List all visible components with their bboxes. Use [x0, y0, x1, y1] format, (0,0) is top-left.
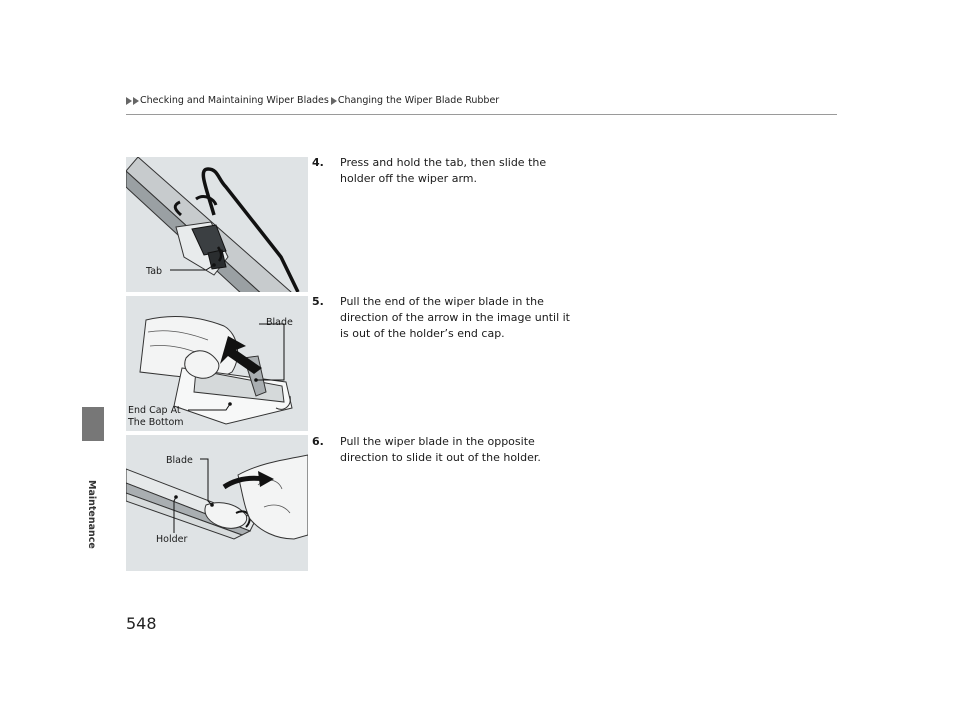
blade-label: Blade: [266, 317, 293, 328]
step-text: Pull the end of the wiper blade in the direction of the arrow in the image until it is out of the holder’s end cap.: [340, 295, 570, 340]
holder-label: Holder: [156, 534, 188, 545]
step-5: [312, 294, 576, 342]
wiper-blade-holder-illustration: [126, 435, 308, 571]
endcap-label-line2: The Bottom: [128, 417, 184, 428]
breadcrumb-arrow-icon: [133, 97, 139, 105]
step-number: 5.: [312, 295, 324, 308]
tab-label: Tab: [146, 266, 163, 277]
step-6: [312, 434, 576, 466]
step-4: [312, 155, 576, 187]
blade-label-fig3: Blade: [166, 455, 193, 466]
breadcrumb-arrow-icon: [331, 97, 337, 105]
wiper-tab-illustration: [126, 157, 308, 292]
page-number: 548: [126, 614, 157, 633]
wiper-blade-endcap-illustration: [126, 296, 308, 431]
header-rule: [126, 114, 837, 115]
section-side-label: Maintenance: [86, 480, 97, 549]
figure-blade-holder: [126, 435, 308, 571]
step-number: 4.: [312, 156, 324, 169]
breadcrumb-item[interactable]: Changing the Wiper Blade Rubber: [337, 95, 500, 106]
step-text: Pull the wiper blade in the opposite direction to slide it out of the holder.: [340, 435, 541, 464]
endcap-label-line1: End Cap At: [128, 405, 181, 416]
figure-blade-endcap: [126, 296, 308, 431]
step-number: 6.: [312, 435, 324, 448]
breadcrumb-arrow-icon: [126, 97, 132, 105]
step-text: Press and hold the tab, then slide the holder off the wiper arm.: [340, 156, 547, 185]
breadcrumb: [126, 95, 501, 106]
breadcrumb-item[interactable]: Checking and Maintaining Wiper Blades: [140, 95, 329, 106]
figure-tab-holder: [126, 157, 308, 292]
section-tab-marker: [82, 407, 104, 441]
